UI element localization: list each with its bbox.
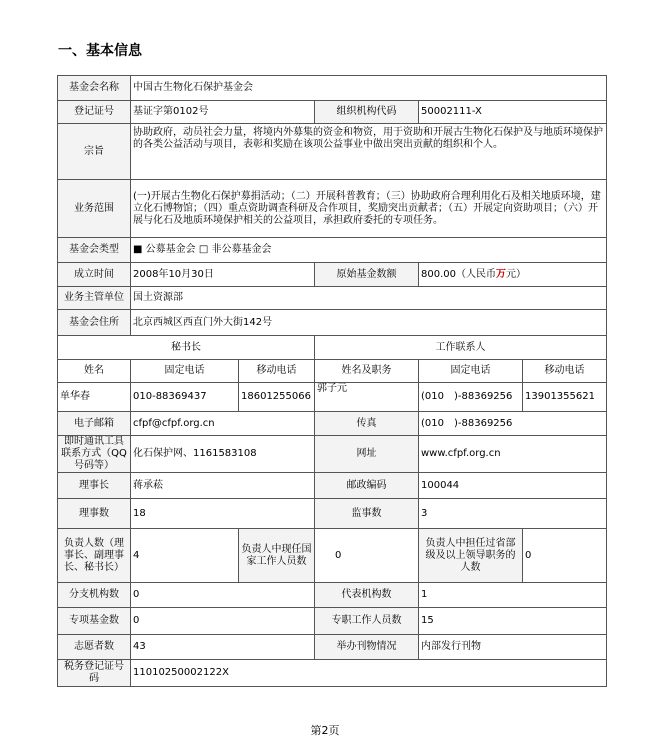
secretary-name: 单华春 — [58, 383, 131, 412]
directors-count: 18 — [131, 499, 315, 529]
leaders-count: 4 — [131, 529, 239, 583]
leaders-civil-servants: 0 — [315, 529, 419, 583]
label-supervisor: 业务主管单位 — [58, 287, 131, 310]
contact-mobile: 13901355621 — [523, 383, 607, 412]
fax: (010 )-88369256 — [419, 412, 607, 436]
supervisors-count: 3 — [419, 499, 607, 529]
initial-fund — [419, 263, 607, 287]
label-instant-messaging: 即时通讯工具联系方式（QQ号码等） — [58, 436, 131, 473]
initial-fund-unit: 万 — [496, 268, 506, 280]
label-business-scope: 业务范围 — [58, 180, 131, 238]
label-email: 电子邮箱 — [58, 412, 131, 436]
chairman: 蒋承菘 — [131, 473, 315, 499]
label-leaders-count: 负责人数（理事长、副理事长、秘书长） — [58, 529, 131, 583]
col-mobile-2: 移动电话 — [523, 360, 607, 383]
label-established: 成立时间 — [58, 263, 131, 287]
label-postcode: 邮政编码 — [315, 473, 419, 499]
contact-name: 郭子元 — [315, 383, 419, 412]
postcode: 100044 — [419, 473, 607, 499]
section-title: 一、基本信息 — [58, 43, 142, 59]
established-date: 2008年10月30日 — [131, 263, 315, 287]
basic-info-table — [57, 75, 607, 687]
col-phone: 固定电话 — [131, 360, 239, 383]
label-registration-number: 登记证号 — [58, 101, 131, 124]
type-private-checkbox: □ 非公募基金会 — [198, 244, 272, 255]
special-funds-count: 0 — [131, 608, 315, 635]
col-phone-2: 固定电话 — [419, 360, 523, 383]
secretary-general-header: 秘书长 — [58, 336, 315, 360]
foundation-type — [131, 238, 607, 263]
label-foundation-type: 基金会类型 — [58, 238, 131, 263]
label-publications: 举办刊物情况 — [315, 635, 419, 660]
label-special-funds: 专项基金数 — [58, 608, 131, 635]
label-fulltime-staff: 专职工作人员数 — [315, 608, 419, 635]
secretary-phone: 010-88369437 — [131, 383, 239, 412]
label-branches: 分支机构数 — [58, 583, 131, 608]
label-tax-number: 税务登记证号码 — [58, 660, 131, 687]
label-directors: 理事数 — [58, 499, 131, 529]
label-leaders-civil-servants: 负责人中现任国家工作人员数 — [239, 529, 315, 583]
secretary-mobile: 18601255066 — [239, 383, 315, 412]
business-scope-text: (一)开展古生物化石保护募捐活动；（二）开展科普教育；（三）协助政府合理利用化石及相关地质环境，建立化石博物馆；（四）重点资助调查科研及合作项目，奖励突出贡献者；（五）开展定向资助项目；（六）开展与化石及地质环境保护相关的公益项目，承担政府委托的专项任务。 — [131, 180, 607, 238]
contact-phone: (010 )-88369256 — [419, 383, 523, 412]
tax-number: 11010250002122X — [131, 660, 607, 687]
branches-count: 0 — [131, 583, 315, 608]
label-chairman: 理事长 — [58, 473, 131, 499]
label-supervisors: 监事数 — [315, 499, 419, 529]
supervisor-unit: 国土资源部 — [131, 287, 607, 310]
label-initial-fund: 原始基金数额 — [315, 263, 419, 287]
col-name-title: 姓名及职务 — [315, 360, 419, 383]
volunteers-count: 43 — [131, 635, 315, 660]
type-public-checkbox: ■ 公募基金会 — [133, 244, 196, 255]
leaders-provincial: 0 — [523, 529, 607, 583]
label-leaders-provincial: 负责人中担任过省部级及以上领导职务的人数 — [419, 529, 523, 583]
label-volunteers: 志愿者数 — [58, 635, 131, 660]
purpose-text: 协助政府，动员社会力量，将境内外募集的资金和物资，用于资助和开展古生物化石保护及与地质环境保护的各类公益活动与项目，表彰和奖励在该项公益事业中做出突出贡献的组织和个人。 — [131, 124, 607, 180]
rep-offices-count: 1 — [419, 583, 607, 608]
publications: 内部发行刊物 — [419, 635, 607, 660]
address: 北京西城区西直门外大街142号 — [131, 310, 607, 336]
registration-number: 基证字第0102号 — [131, 101, 315, 124]
col-name: 姓名 — [58, 360, 131, 383]
label-address: 基金会住所 — [58, 310, 131, 336]
initial-fund-close: 元） — [506, 268, 526, 280]
label-fax: 传真 — [315, 412, 419, 436]
label-org-code: 组织机构代码 — [315, 101, 419, 124]
foundation-name: 中国古生物化石保护基金会 — [131, 76, 607, 101]
org-code: 50002111-X — [419, 101, 607, 124]
fulltime-staff-count: 15 — [419, 608, 607, 635]
initial-fund-amount: 800.00（人民币 — [421, 268, 496, 280]
page-number: 第2页 — [310, 724, 340, 737]
work-contact-header: 工作联系人 — [315, 336, 607, 360]
label-website: 网址 — [315, 436, 419, 473]
label-rep-offices: 代表机构数 — [315, 583, 419, 608]
label-purpose: 宗旨 — [58, 124, 131, 180]
instant-messaging: 化石保护网、1161583108 — [131, 436, 315, 473]
col-mobile: 移动电话 — [239, 360, 315, 383]
website: www.cfpf.org.cn — [419, 436, 607, 473]
label-foundation-name: 基金会名称 — [58, 76, 131, 101]
email: cfpf@cfpf.org.cn — [131, 412, 315, 436]
